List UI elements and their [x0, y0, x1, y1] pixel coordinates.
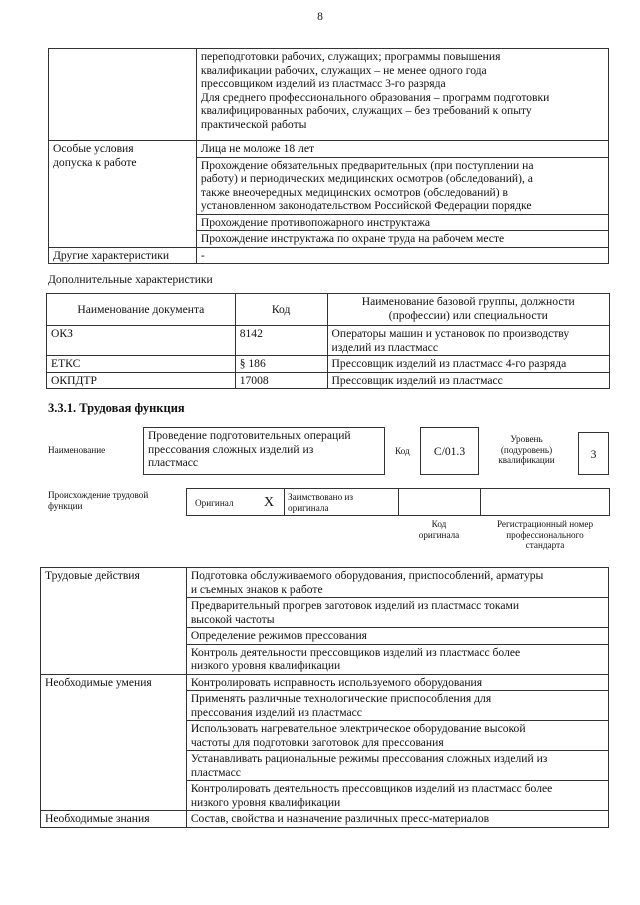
- line: оригинала: [418, 529, 460, 540]
- function-details-table: [40, 567, 609, 828]
- code-original-label: [400, 519, 478, 540]
- line: высокой частоты: [190, 612, 275, 626]
- line: низкого уровня квалификации: [190, 659, 341, 672]
- line: Контролировать исправность используемого оборудования: [190, 675, 483, 689]
- labor-action-item: [186, 598, 608, 628]
- line: пластмасс: [148, 456, 199, 469]
- row-doc: ЕТКС: [47, 356, 236, 373]
- line: Для среднего профессионального образования – программ подготовки: [200, 90, 550, 104]
- reg-number-label: [480, 519, 610, 551]
- row-name: [327, 356, 609, 373]
- line: квалификации: [498, 455, 555, 465]
- line: Состав, свойства и назначение различных пресс-материалов: [190, 812, 490, 825]
- line: работу) и периодических медицинских осмотров (обследований), а: [200, 172, 533, 185]
- page-number: 8: [317, 10, 323, 23]
- line: прессовщиком изделий из пластмасс 3-го разряда: [200, 77, 446, 90]
- special-condition-item: [196, 214, 608, 231]
- line: Определение режимов прессования: [190, 629, 368, 642]
- row-doc: ОКПДТР: [47, 372, 236, 389]
- section-heading: 3.3.1. Трудовая функция: [48, 401, 185, 415]
- original-mark: X: [264, 495, 275, 510]
- labor-action-item: [186, 644, 608, 674]
- knowledge-item: [186, 811, 608, 828]
- line: частоты для подготовки заготовок для прессования: [190, 735, 444, 749]
- origin-table: [186, 488, 610, 516]
- line: профессионального: [506, 529, 584, 540]
- line: Наименование базовой группы, должности: [361, 295, 575, 308]
- line: Контролировать деятельность прессовщиков изделий из пластмасс более: [190, 782, 553, 795]
- cell-empty-label: [49, 49, 197, 141]
- line: функции: [48, 500, 83, 511]
- line: Код: [431, 519, 447, 529]
- line: Прессовщик изделий из пластмасс: [331, 373, 503, 387]
- labor-action-item: [186, 628, 608, 645]
- skill-item: [186, 691, 608, 721]
- special-condition-item: [196, 231, 608, 248]
- function-name-box: [143, 427, 385, 475]
- line: (профессии) или специальности: [388, 308, 548, 322]
- line: и съемных знаков к работе: [190, 582, 323, 596]
- line: Предварительный прогрев заготовок изделий из пластмасс токами: [190, 599, 520, 612]
- row-code: 17008: [235, 372, 327, 389]
- header-document: Наименование документа: [47, 294, 236, 326]
- line: Лица не моложе 18 лет: [200, 142, 315, 155]
- line: (подуровень): [500, 444, 553, 455]
- line: допуска к работе: [53, 155, 137, 169]
- row-name: [327, 326, 609, 356]
- line: Происхождение трудовой: [48, 490, 149, 500]
- line: установленном законодательством Российской Федерации порядке: [200, 199, 532, 212]
- line: Особые условия: [53, 142, 134, 155]
- line: изделий из пластмасс: [331, 340, 438, 354]
- row-doc: ОКЗ: [47, 326, 236, 356]
- skill-item: [186, 721, 608, 751]
- line: Прохождение инструктажа по охране труда на рабочем месте: [200, 232, 505, 245]
- line: практической работы: [200, 117, 307, 131]
- original-label: Оригинал: [195, 498, 234, 508]
- line: переподготовки рабочих, служащих; программы повышения: [200, 50, 501, 63]
- education-continuation: [196, 49, 608, 141]
- additional-characteristics-table: [46, 293, 610, 389]
- line: Заимствовано из: [288, 492, 354, 502]
- line: пластмасс: [190, 765, 241, 779]
- special-condition-item: [196, 157, 608, 214]
- line: Операторы машин и установок по производству: [331, 327, 570, 340]
- line: Прессовщик изделий из пластмасс 4-го разряда: [331, 357, 567, 370]
- line: стандарта: [525, 540, 565, 550]
- line: Прохождение обязательных предварительных (при поступлении на: [200, 158, 534, 172]
- line: оригинала: [288, 502, 329, 513]
- header-group-name: [327, 294, 609, 326]
- line: низкого уровня квалификации: [190, 795, 341, 809]
- level-label: [484, 434, 569, 466]
- skills-label: Необходимые умения: [41, 674, 187, 811]
- other-characteristics-label: Другие характеристики: [49, 247, 197, 264]
- line: квалифицированных рабочих, служащих – без требований к опыту: [200, 104, 532, 117]
- line: Устанавливать рациональные режимы прессования сложных изделий из: [190, 752, 548, 765]
- level-value: 3: [578, 432, 609, 475]
- row-name: [327, 372, 609, 389]
- line: прессования сложных изделий из: [148, 442, 314, 456]
- additional-heading: Дополнительные характеристики: [48, 273, 213, 286]
- line: Регистрационный номер: [496, 519, 594, 529]
- labor-actions-label: Трудовые действия: [41, 568, 187, 675]
- line: Использовать нагревательное электрическое оборудование высокой: [190, 722, 526, 735]
- line: Подготовка обслуживаемого оборудования, приспособлений, арматуры: [190, 569, 544, 582]
- header-code: Код: [235, 294, 327, 326]
- line: Уровень: [510, 434, 543, 444]
- origin-label: [48, 490, 148, 511]
- name-label: Наименование: [48, 445, 106, 455]
- line: Контроль деятельности прессовщиков изделий из пластмасс более: [190, 645, 521, 659]
- code-value: С/01.3: [420, 427, 479, 475]
- borrowed-label: [288, 492, 353, 513]
- skill-item: [186, 674, 608, 691]
- divider: [398, 489, 399, 515]
- line: квалификации рабочих, служащих – не менее одного года: [200, 63, 487, 77]
- code-label: Код: [395, 446, 410, 456]
- line: прессования изделий из пластмасс: [190, 705, 362, 719]
- line: Проведение подготовительных операций: [148, 429, 351, 442]
- skill-item: [186, 781, 608, 811]
- special-condition-item: [196, 141, 608, 158]
- qualification-requirements-table: [48, 48, 609, 264]
- skill-item: [186, 751, 608, 781]
- line: Прохождение противопожарного инструктажа: [200, 215, 431, 229]
- divider: [480, 489, 481, 515]
- labor-action-item: [186, 568, 608, 598]
- divider: [284, 489, 285, 515]
- special-conditions-label: [49, 141, 197, 248]
- line: также внеочередных медицинских осмотров (обследований) в: [200, 185, 508, 199]
- other-characteristics-value: -: [196, 247, 608, 264]
- row-code: § 186: [235, 356, 327, 373]
- line: Применять различные технологические приспособления для: [190, 692, 492, 705]
- knowledge-label: Необходимые знания: [41, 811, 187, 828]
- row-code: 8142: [235, 326, 327, 356]
